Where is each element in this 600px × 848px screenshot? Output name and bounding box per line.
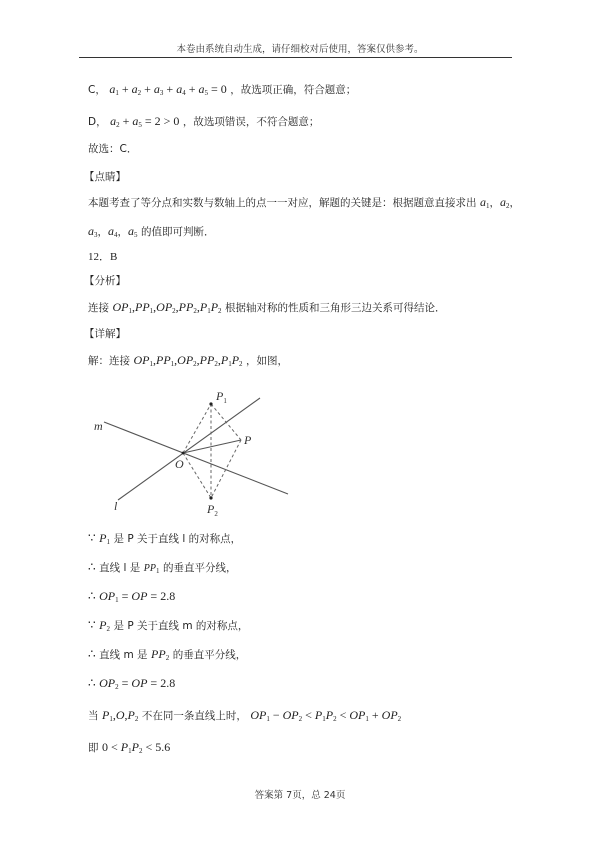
fenxi-line: [88, 300, 446, 318]
step-6: [88, 676, 175, 694]
point-o-icon: [182, 452, 185, 455]
dianjing-vars-1: $a_1$，$a_2$，: [480, 195, 520, 210]
label-p: P: [244, 433, 252, 447]
step-5-text-before: 直线 m 是: [99, 649, 148, 661]
step-4-math: $P_2$: [99, 618, 110, 633]
therefore-symbol: ∴: [88, 589, 96, 603]
line-m: [104, 422, 288, 494]
dianjing-text-2: 的值即可判断．: [141, 226, 215, 238]
step-5-math: $PP_2$: [151, 647, 170, 662]
point-p2-icon: [209, 496, 212, 499]
step-7: [88, 708, 401, 726]
label-l: l: [114, 499, 118, 513]
step-1-text: 是 P 关于直线 l 的对称点，: [113, 533, 242, 545]
header-rule: [79, 57, 512, 58]
option-d-formula: $a_2 + a_5 = 2 > 0$: [110, 114, 180, 129]
therefore-symbol: ∴: [88, 647, 96, 661]
step-4-text: 是 P 关于直线 m 的对称点，: [113, 620, 249, 632]
page-footer: 答案第 7页，总 24页: [254, 790, 346, 801]
option-d-text: ，故选项错误，不符合题意；: [182, 116, 320, 128]
jie-prefix: 解：连接: [88, 355, 130, 367]
dianjing-line-1: [88, 195, 520, 213]
choose-answer: 故选：C．: [88, 143, 138, 155]
option-d-label: D，: [88, 116, 107, 128]
dianjing-vars-2: $a_3$，$a_4$，$a_5$: [88, 224, 138, 239]
because-symbol: ∵: [88, 618, 96, 632]
step-1: [88, 531, 241, 549]
step-2-text: 的垂直平分线，: [162, 562, 237, 574]
fenxi-heading: 【分析】: [84, 275, 126, 287]
step-4: [88, 618, 248, 636]
option-c-line: [88, 82, 356, 100]
xiangjie-heading: 【详解】: [84, 328, 126, 340]
point-p1-icon: [209, 402, 212, 405]
fenxi-text: 根据轴对称的性质和三角形三边关系可得结论．: [225, 302, 446, 314]
step-7-text-before: 当: [88, 710, 99, 722]
fenxi-segments: $OP_1,PP_1,OP_2,PP_2,P_1P_2$: [112, 300, 222, 315]
step-8-text-before: 即: [88, 742, 99, 754]
question-12-answer: 12．B: [88, 251, 118, 263]
therefore-symbol: ∴: [88, 676, 96, 690]
geometry-diagram: [90, 380, 330, 520]
option-c-text: ，故选项正确，符合题意；: [230, 84, 357, 96]
page-header-notice: 本卷由系统自动生成，请仔细校对后使用，答案仅供参考。: [176, 44, 424, 55]
line-l: [118, 398, 260, 500]
step-3: [88, 589, 175, 607]
step-7-text: 不在同一条直线上时，: [141, 710, 247, 722]
jie-segments: $OP_1,PP_1,OP_2,PP_2,P_1P_2$: [133, 353, 243, 368]
step-3-math: $OP_1$ = OP = 2.8: [99, 589, 176, 604]
step-2-text-before: 直线 l 是: [99, 562, 141, 574]
jie-line: [88, 353, 288, 371]
dianjing-text-1: 本题考查了等分点和实数与数轴上的点一一对应，解题的关键是：根据题意直接求出: [88, 197, 477, 209]
option-c-formula: $a_1 + a_2 + a_3 + a_4 + a_5 = 0$: [109, 82, 227, 97]
step-2: [88, 560, 236, 578]
step-1-math: $P_1$: [99, 531, 110, 546]
dianjing-heading: 【点睛】: [84, 171, 126, 183]
step-5-text: 的垂直平分线，: [172, 649, 247, 661]
jie-suffix: ，如图，: [246, 355, 289, 367]
because-symbol: ∵: [88, 531, 96, 545]
dianjing-line-2: [88, 224, 215, 242]
option-d-line: [88, 114, 319, 132]
therefore-symbol: ∴: [88, 560, 96, 574]
step-7-inequality: $OP_1 - OP_2 < P_1P_2 < OP_1 + OP_2$: [250, 708, 402, 723]
step-2-math: $PP_1$: [143, 563, 160, 575]
label-o: O: [175, 457, 184, 471]
fenxi-prefix: 连接: [88, 302, 109, 314]
step-7-math: $P_1,O,P_2$: [102, 708, 139, 723]
step-8: [88, 740, 170, 758]
step-5: [88, 647, 246, 665]
option-c-label: C，: [88, 84, 106, 96]
label-m: m: [94, 419, 103, 433]
label-p2: $P_2$: [207, 502, 218, 518]
label-p1: $P_1$: [216, 389, 227, 405]
step-6-math: $OP_2$ = OP = 2.8: [99, 676, 176, 691]
step-8-math: $0 < P_1P_2 < 5.6$: [102, 740, 171, 755]
